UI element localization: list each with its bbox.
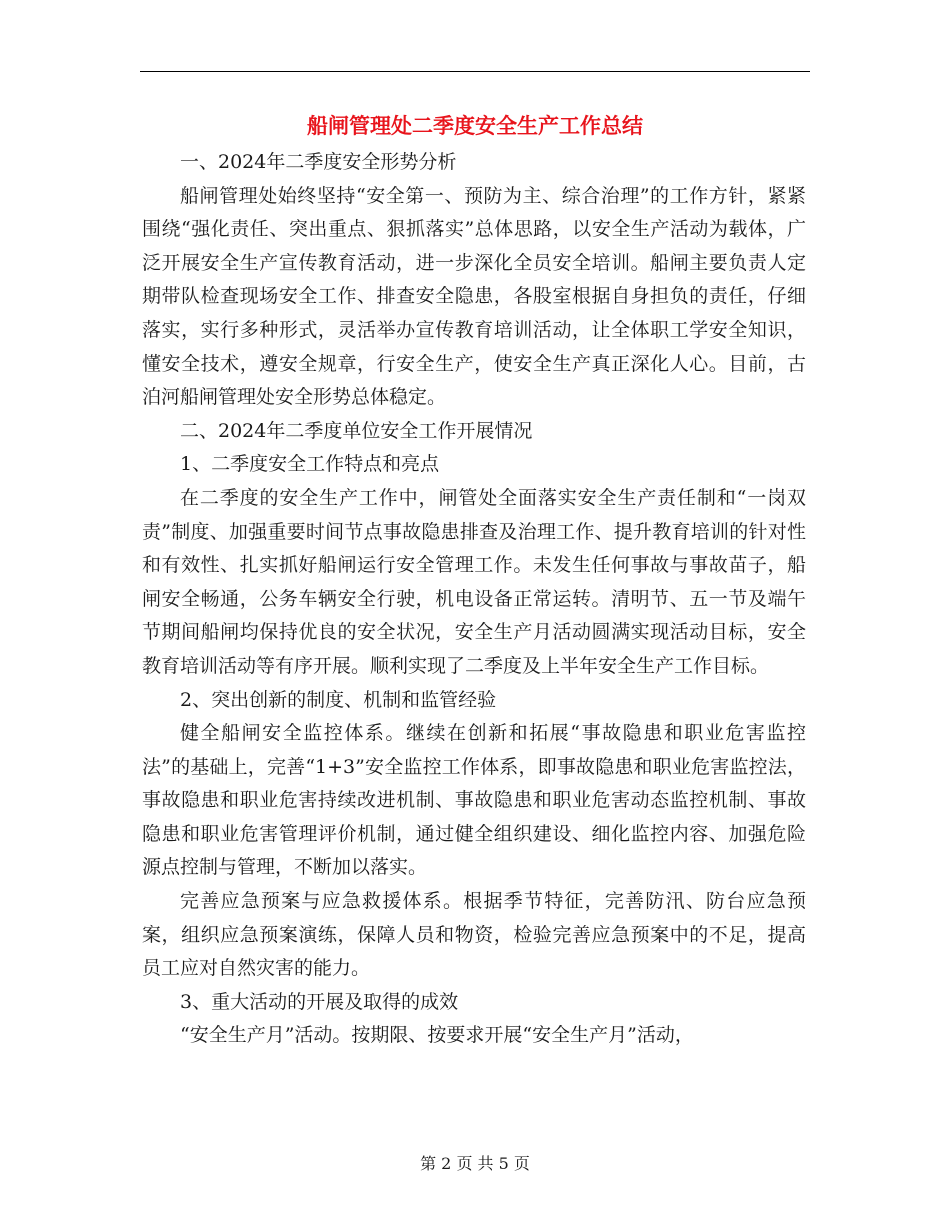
paragraph: 在二季度的安全生产工作中，闸管处全面落实安全生产责任制和“一岗双责”制度、加强重要时间节点事故隐患排查及治理工作、提升教育培训的针对性和有效性、扎实抓好船闸运行安全管理工作。未发生任何事故与事故苗子，船闸安全畅通，公务车辆安全行驶，机电设备正常运转。清明节、五一节及端午节期间船闸均保持优良的安全状况，安全生产月活动圆满实现活动目标，安全教育培训活动等有序开展。顺利实现了二季度及上半年安全生产工作目标。	[142, 486, 806, 677]
header-rule	[140, 71, 810, 72]
section-heading-1: 一、2024年二季度安全形势分析	[180, 151, 457, 173]
subheading-2: 2、突出创新的制度、机制和监管经验	[180, 688, 497, 711]
page-number: 第 2 页 共 5 页	[420, 1154, 530, 1173]
paragraph: 健全船闸安全监控体系。继续在创新和拓展“事故隐患和职业危害监控法”的基础上，完善“1+3”安全监控工作体系，即事故隐患和职业危害监控法，事故隐患和职业危害持续改进机制、事故隐患和职业危害动态监控机制、事故隐患和职业危害管理评价机制，通过健全组织建设、细化监控内容、加强危险源点控制与管理，不断加以落实。	[142, 722, 806, 879]
document-title: 船闸管理处二季度安全生产工作总结	[307, 114, 643, 138]
paragraph: 完善应急预案与应急救援体系。根据季节特征，完善防汛、防台应急预案，组织应急预案演练，保障人员和物资，检验完善应急预案中的不足，提高员工应对自然灾害的能力。	[142, 890, 806, 980]
paragraph: 船闸管理处始终坚持“安全第一、预防为主、综合治理”的工作方针，紧紧围绕“强化责任、突出重点、狠抓落实”总体思路，以安全生产活动为载体，广泛开展安全生产宣传教育活动，进一步深化全员安全培训。船闸主要负责人定期带队检查现场安全工作、排查安全隐患，各股室根据自身担负的责任，仔细落实，实行多种形式，灵活举办宣传教育培训活动，让全体职工学安全知识，懂安全技术，遵安全规章，行安全生产，使安全生产真正深化人心。目前，古泊河船闸管理处安全形势总体稳定。	[142, 184, 806, 409]
section-heading-2: 二、2024年二季度单位安全工作开展情况	[180, 419, 533, 442]
document-body	[142, 146, 806, 1053]
paragraph: “安全生产月”活动。按期限、按要求开展“安全生产月”活动，	[180, 1024, 694, 1047]
subheading-3: 3、重大活动的开展及取得的成效	[180, 990, 459, 1013]
subheading-1: 1、二季度安全工作特点和亮点	[180, 453, 440, 476]
